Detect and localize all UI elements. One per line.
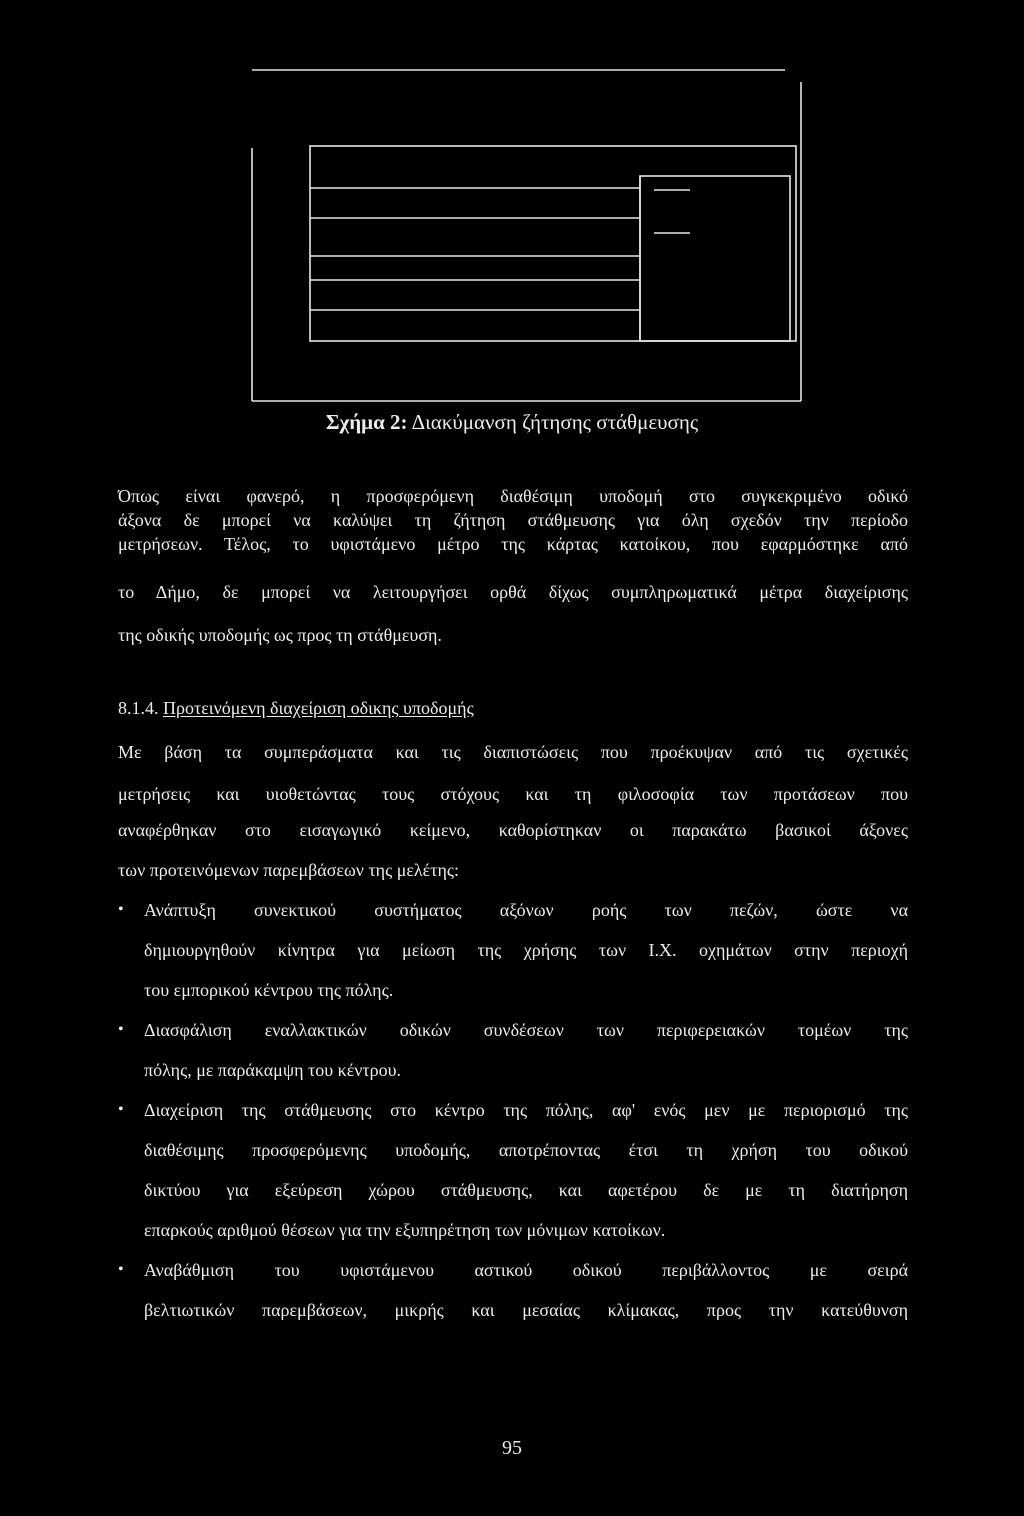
legend-box: [640, 176, 790, 341]
bullet-1-line-2: δημιουργηθούν κίνητρα για μείωση της χρήσης των Ι.Χ. οχημάτων στην περιοχή: [144, 940, 908, 960]
bullet-3-line-3: δικτύου για εξεύρεση χώρου στάθμευσης, και αφετέρου δε με τη διατήρηση: [144, 1180, 908, 1200]
bullet-2-line-1: Διασφάλιση εναλλακτικών οδικών συνδέσεων των περιφερειακών τομέων της: [144, 1020, 908, 1040]
bullet-3-line-4: επαρκούς αριθμού θέσεων για την εξυπηρέτηση των μόνιμων κατοίκων.: [144, 1220, 666, 1240]
paragraph-1-line-1: Όπως είναι φανερό, η προσφερόμενη διαθέσιμη υποδομή στο συγκεκριμένο οδικό: [118, 486, 908, 506]
paragraph-1-line-4: το Δήμο, δε μπορεί να λειτουργήσει ορθά δίχως συμπληρωματικά μέτρα διαχείρισης: [118, 582, 908, 602]
bullet-1-line-1: Ανάπτυξη συνεκτικού συστήματος αξόνων ροής των πεζών, ώστε να: [144, 900, 908, 920]
paragraph-2-line-1: Με βάση τα συμπεράσματα και τις διαπιστώσεις που προέκυψαν από τις σχετικές: [118, 742, 908, 762]
figure-title: Διακύμανση ζήτησης στάθμευσης: [411, 410, 699, 434]
bullet-3-line-1: Διαχείριση της στάθμευσης στο κέντρο της πόλης, αφ' ενός μεν με περιορισμό της: [144, 1100, 908, 1120]
paragraph-2-line-2: μετρήσεις και υιοθετώντας τους στόχους και τη φιλοσοφία των προτάσεων που: [118, 784, 908, 804]
figure-frame: [250, 68, 805, 404]
paragraph-2-line-3: αναφέρθηκαν στο εισαγωγικό κείμενο, καθορίστηκαν οι παρακάτω βασικοί άξονες: [118, 820, 908, 840]
bullet-1-line-3: του εμπορικού κέντρου της πόλης.: [144, 980, 394, 1000]
figure-line-art: [250, 68, 805, 404]
bullet-marker: •: [118, 901, 124, 918]
bullet-2-line-2: πόλης, με παράκαμψη του κέντρου.: [144, 1060, 402, 1080]
paragraph-1-line-3: μετρήσεων. Τέλος, το υφιστάμενο μέτρο της κάρτας κατοίκου, που εφαρμόστηκε από: [118, 534, 908, 554]
bullet-4-line-2: βελτιωτικών παρεμβάσεων, μικρής και μεσαίας κλίμακας, προς την κατεύθυνση: [144, 1300, 908, 1320]
bullet-marker: •: [118, 1021, 124, 1038]
figure-label: Σχήμα 2:: [325, 410, 408, 434]
section-number: 8.1.4.: [118, 698, 159, 718]
paragraph-1-line-5: της οδικής υποδομής ως προς τη στάθμευση.: [118, 625, 442, 645]
section-title: Προτεινόμενη διαχείριση οδικης υποδομής: [163, 698, 474, 718]
paragraph-2-line-4: των προτεινόμενων παρεμβάσεων της μελέτης:: [118, 860, 459, 880]
bullet-4-line-1: Αναβάθμιση του υφιστάμενου αστικού οδικού περιβάλλοντος με σειρά: [144, 1260, 908, 1280]
bullet-3-line-2: διαθέσιμης προσφερόμενης υποδομής, αποτρέποντας έτσι τη χρήση του οδικού: [144, 1140, 908, 1160]
section-heading: [118, 696, 474, 720]
bullet-marker: •: [118, 1101, 124, 1118]
figure-caption: [0, 407, 1024, 437]
page-number: 95: [502, 1437, 522, 1459]
paragraph-1-line-2: άξονα δε μπορεί να καλύψει τη ζήτηση στάθμευσης για όλη σχεδόν την περίοδο: [118, 510, 908, 530]
bullet-marker: •: [118, 1261, 124, 1278]
